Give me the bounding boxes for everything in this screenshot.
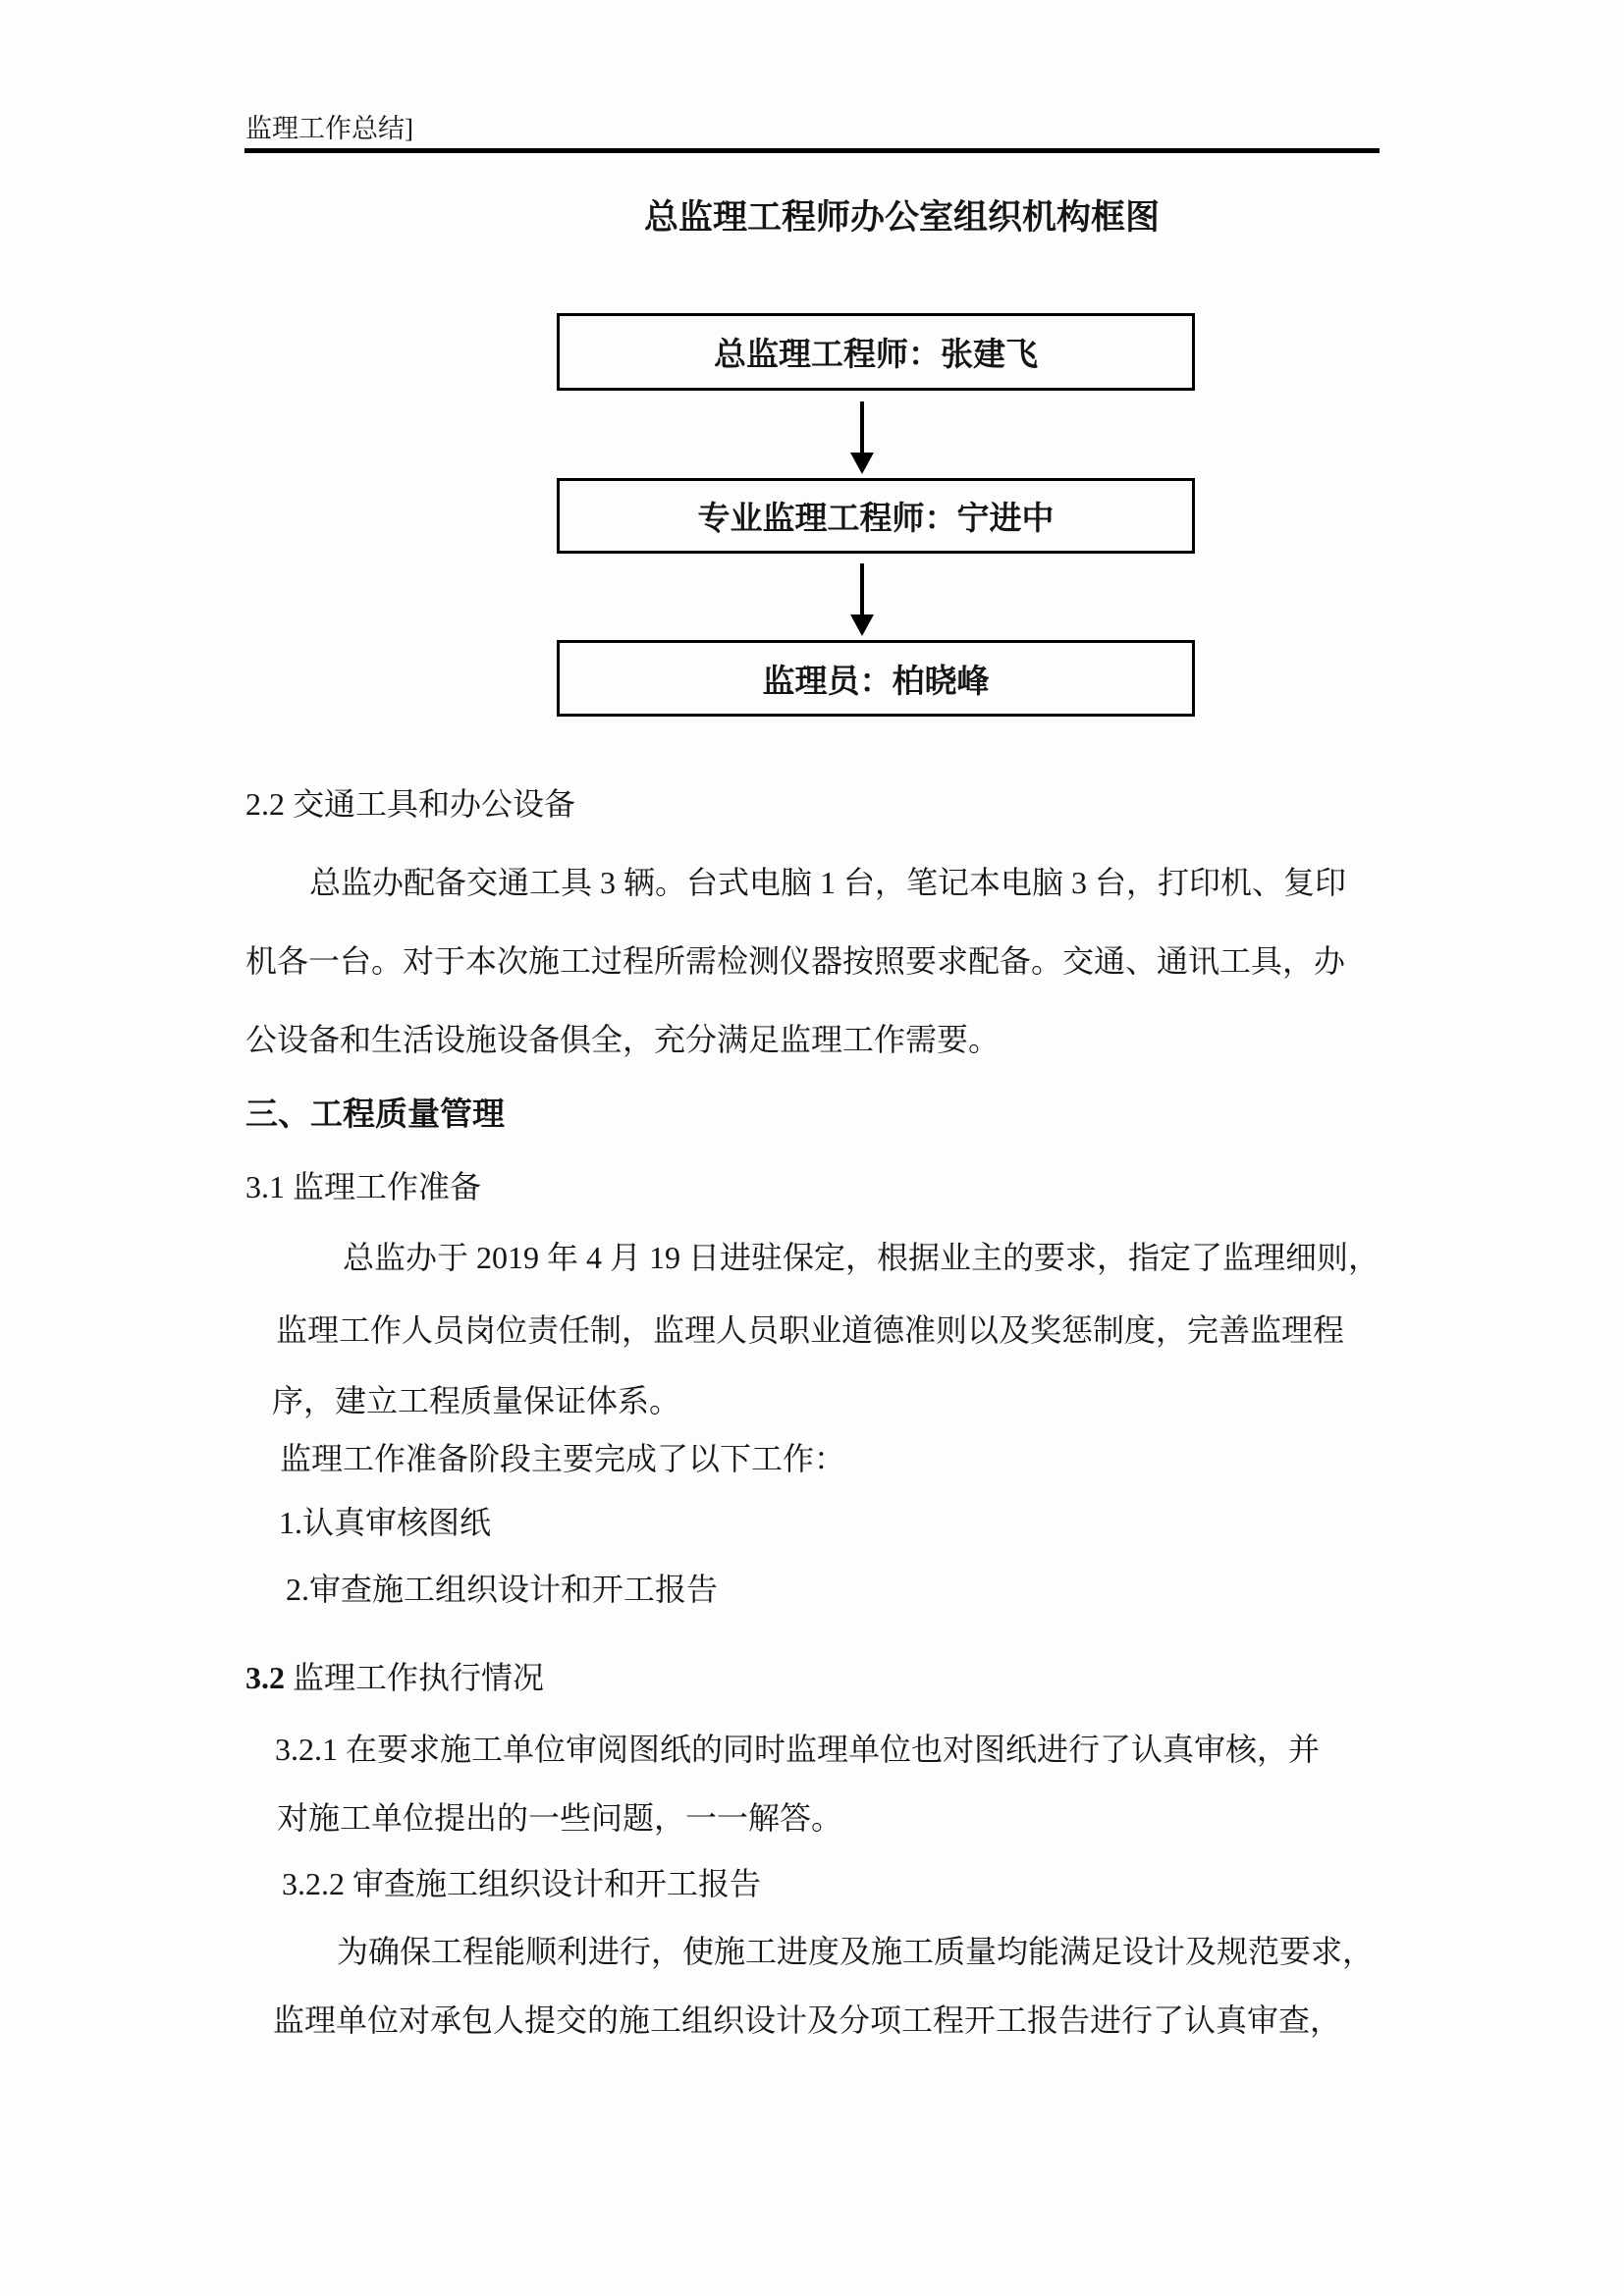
header-rule-divider <box>244 148 1380 153</box>
arrow-shaft <box>860 401 864 453</box>
list-item-1: 1.认真审核图纸 <box>279 1505 492 1540</box>
org-chart-node-specialty-engineer <box>557 478 1195 554</box>
org-chart-node-chief-engineer <box>557 313 1195 391</box>
para-equipment-line-1: 总监办配备交通工具 3 辆。台式电脑 1 台，笔记本电脑 3 台，打印机、复印 <box>309 865 1347 900</box>
org-chart-title: 总监理工程师办公室组织机构框图 <box>644 198 1161 237</box>
org-chart-node-label: 专业监理工程师：宁进中 <box>697 502 1055 537</box>
arrow-shaft <box>860 563 864 614</box>
para-equipment-line-3: 公设备和生活设施设备俱全，充分满足监理工作需要。 <box>245 1022 1001 1057</box>
down-arrow-icon <box>850 401 874 474</box>
para-preparation-line-2: 监理工作人员岗位责任制，监理人员职业道德准则以及奖惩制度，完善监理程 <box>276 1312 1345 1348</box>
heading-chapter-3: 三、工程质量管理 <box>245 1097 505 1133</box>
org-chart-node-supervisor <box>557 640 1195 717</box>
para-3-2-2-line-2: 监理单位对承包人提交的施工组织设计及分项工程开工报告进行了认真审查， <box>273 2002 1342 2038</box>
org-chart-node-label: 监理员：柏晓峰 <box>762 664 990 700</box>
down-arrow-icon <box>850 563 874 636</box>
org-chart-node-label: 总监理工程师：张建飞 <box>714 338 1038 373</box>
page-header-text: 监理工作总结] <box>245 114 413 143</box>
para-preparation-line-3: 序，建立工程质量保证体系。 <box>272 1383 681 1418</box>
para-preparation-line-1: 总监办于 2019 年 4 月 19 日进驻保定，根据业主的要求，指定了监理细则， <box>343 1240 1380 1275</box>
para-equipment-line-2: 机各一台。对于本次施工过程所需检测仪器按照要求配备。交通、通讯工具，办 <box>245 943 1346 979</box>
arrow-head <box>850 614 874 636</box>
heading-3-1: 3.1 监理工作准备 <box>245 1169 482 1204</box>
heading-3-2-2: 3.2.2 审查施工组织设计和开工报告 <box>282 1866 762 1901</box>
para-3-2-1-line-2: 对施工单位提出的一些问题，一一解答。 <box>277 1800 843 1836</box>
heading-3-2-1: 3.2.1 在要求施工单位审阅图纸的同时监理单位也对图纸进行了认真审核，并 <box>275 1732 1321 1767</box>
para-preparation-intro: 监理工作准备阶段主要完成了以下工作： <box>280 1441 846 1476</box>
list-item-2: 2.审查施工组织设计和开工报告 <box>286 1572 719 1607</box>
arrow-head <box>850 453 874 474</box>
heading-2-2: 2.2 交通工具和办公设备 <box>245 786 576 822</box>
heading-3-2-number: 3.2 <box>245 1660 285 1695</box>
heading-3-2-text: 监理工作执行情况 <box>285 1660 545 1695</box>
para-3-2-2-line-1: 为确保工程能顺利进行，使施工进度及施工质量均能满足设计及规范要求， <box>337 1934 1375 1969</box>
heading-3-2 <box>245 1658 544 1697</box>
